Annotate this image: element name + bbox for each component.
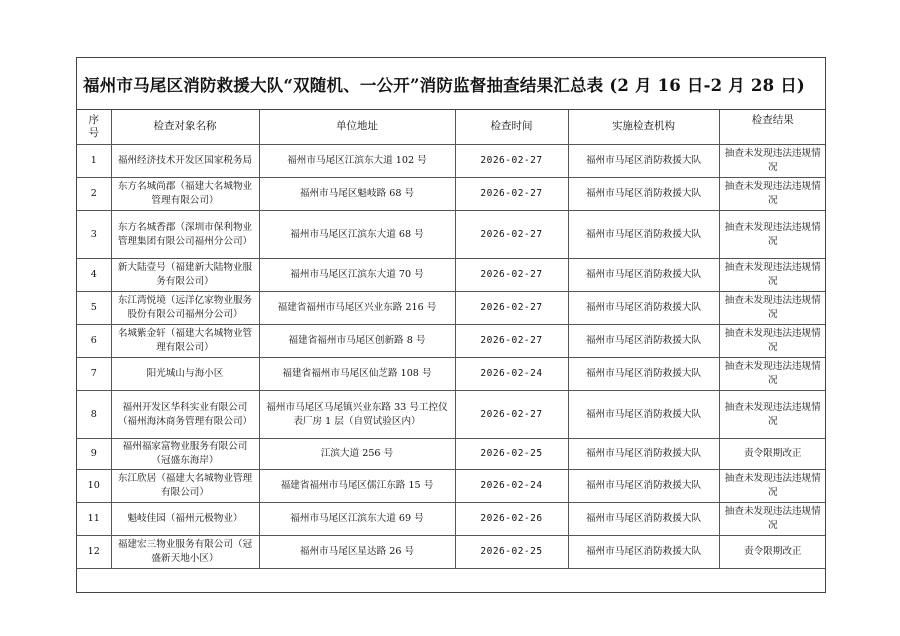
row-address: 福州市马尾区马尾镇兴业东路 33 号工控仪表厂房 1 层（自贸试验区内） <box>259 391 455 439</box>
row-result: 抽查未发现违法违规情况 <box>719 503 826 536</box>
row-time: 2026-02-24 <box>455 358 568 391</box>
row-address: 福建省福州市马尾区创新路 8 号 <box>259 325 455 358</box>
row-address: 福建省福州市马尾区兴业东路 216 号 <box>259 292 455 325</box>
row-time: 2026-02-24 <box>455 470 568 503</box>
header-result: 检查结果 <box>719 110 826 145</box>
row-seq: 7 <box>77 358 111 391</box>
row-result: 责令限期改正 <box>719 536 826 569</box>
table-row <box>77 470 826 503</box>
row-seq: 11 <box>77 503 111 536</box>
row-result: 抽查未发现违法违规情况 <box>719 292 826 325</box>
row-agency: 福州市马尾区消防救援大队 <box>568 536 719 569</box>
row-address: 福州市马尾区江滨东大道 70 号 <box>259 259 455 292</box>
row-seq: 5 <box>77 292 111 325</box>
results-table <box>77 110 826 569</box>
row-result: 抽查未发现违法违规情况 <box>719 358 826 391</box>
table-header-row <box>77 110 826 145</box>
row-result: 抽查未发现违法违规情况 <box>719 211 826 259</box>
row-address: 江滨大道 256 号 <box>259 439 455 470</box>
row-address: 福州市马尾区江滨东大道 102 号 <box>259 145 455 178</box>
row-result: 抽查未发现违法违规情况 <box>719 145 826 178</box>
header-seq-line1: 序 <box>88 113 99 126</box>
row-time: 2026-02-27 <box>455 325 568 358</box>
summary-sheet <box>76 57 826 593</box>
table-row <box>77 536 826 569</box>
document-title: 福州市马尾区消防救援大队“双随机、一公开”消防监督抽查结果汇总表 (2 月 16 日-2 月 28 日) <box>77 58 825 110</box>
row-agency: 福州市马尾区消防救援大队 <box>568 292 719 325</box>
row-name: 福州经济技术开发区国家税务局 <box>111 145 259 178</box>
row-time: 2026-02-27 <box>455 145 568 178</box>
header-seq <box>77 110 111 145</box>
row-time: 2026-02-27 <box>455 178 568 211</box>
row-name: 魁岐佳园（福州元极物业） <box>111 503 259 536</box>
row-result: 抽查未发现违法违规情况 <box>719 259 826 292</box>
row-name: 福建宏三物业服务有限公司（冠盛新天地小区） <box>111 536 259 569</box>
row-agency: 福州市马尾区消防救援大队 <box>568 325 719 358</box>
row-seq: 3 <box>77 211 111 259</box>
row-address: 福州市马尾区星达路 26 号 <box>259 536 455 569</box>
table-row <box>77 292 826 325</box>
row-address: 福州市马尾区江滨东大道 68 号 <box>259 211 455 259</box>
row-address: 福州市马尾区魁岐路 68 号 <box>259 178 455 211</box>
table-row <box>77 503 826 536</box>
row-name: 东方名城尚郡（福建大名城物业管理有限公司） <box>111 178 259 211</box>
row-agency: 福州市马尾区消防救援大队 <box>568 178 719 211</box>
header-time: 检查时间 <box>455 110 568 145</box>
row-agency: 福州市马尾区消防救援大队 <box>568 470 719 503</box>
row-name: 名城紫金轩（福建大名城物业管理有限公司） <box>111 325 259 358</box>
row-address: 福建省福州市马尾区儒江东路 15 号 <box>259 470 455 503</box>
row-agency: 福州市马尾区消防救援大队 <box>568 259 719 292</box>
row-result: 抽查未发现违法违规情况 <box>719 325 826 358</box>
row-name: 东江湾悦境（远洋亿家物业服务股份有限公司福州分公司） <box>111 292 259 325</box>
row-seq: 4 <box>77 259 111 292</box>
table-row <box>77 178 826 211</box>
header-seq-line2: 号 <box>88 127 99 139</box>
row-seq: 10 <box>77 470 111 503</box>
table-row <box>77 145 826 178</box>
row-address: 福建省福州市马尾区仙芝路 108 号 <box>259 358 455 391</box>
row-agency: 福州市马尾区消防救援大队 <box>568 211 719 259</box>
row-result: 抽查未发现违法违规情况 <box>719 391 826 439</box>
header-agency: 实施检查机构 <box>568 110 719 145</box>
row-result: 抽查未发现违法违规情况 <box>719 178 826 211</box>
row-agency: 福州市马尾区消防救援大队 <box>568 439 719 470</box>
row-agency: 福州市马尾区消防救援大队 <box>568 145 719 178</box>
row-time: 2026-02-27 <box>455 259 568 292</box>
row-agency: 福州市马尾区消防救援大队 <box>568 391 719 439</box>
header-address: 单位地址 <box>259 110 455 145</box>
row-time: 2026-02-27 <box>455 211 568 259</box>
row-seq: 1 <box>77 145 111 178</box>
row-seq: 2 <box>77 178 111 211</box>
row-address: 福州市马尾区江滨东大道 69 号 <box>259 503 455 536</box>
table-row <box>77 391 826 439</box>
table-row <box>77 325 826 358</box>
row-time: 2026-02-27 <box>455 391 568 439</box>
row-name: 阳光城山与海小区 <box>111 358 259 391</box>
row-time: 2026-02-26 <box>455 503 568 536</box>
row-name: 福州开发区华科实业有限公司（福州海沐商务管理有限公司） <box>111 391 259 439</box>
row-result: 抽查未发现违法违规情况 <box>719 470 826 503</box>
row-seq: 9 <box>77 439 111 470</box>
row-seq: 6 <box>77 325 111 358</box>
row-agency: 福州市马尾区消防救援大队 <box>568 358 719 391</box>
row-time: 2026-02-27 <box>455 292 568 325</box>
header-name: 检查对象名称 <box>111 110 259 145</box>
table-row <box>77 439 826 470</box>
row-name: 新大陆壹号（福建新大陆物业服务有限公司） <box>111 259 259 292</box>
row-time: 2026-02-25 <box>455 439 568 470</box>
table-row <box>77 211 826 259</box>
row-time: 2026-02-25 <box>455 536 568 569</box>
table-row <box>77 358 826 391</box>
row-name: 东江欣居（福建大名城物业管理有限公司） <box>111 470 259 503</box>
row-name: 东方名城香郡（深圳市保利物业管理集团有限公司福州分公司） <box>111 211 259 259</box>
row-seq: 12 <box>77 536 111 569</box>
row-agency: 福州市马尾区消防救援大队 <box>568 503 719 536</box>
row-name: 福州福家富物业服务有限公司（冠盛东海岸） <box>111 439 259 470</box>
row-result: 责令限期改正 <box>719 439 826 470</box>
row-seq: 8 <box>77 391 111 439</box>
table-row <box>77 259 826 292</box>
